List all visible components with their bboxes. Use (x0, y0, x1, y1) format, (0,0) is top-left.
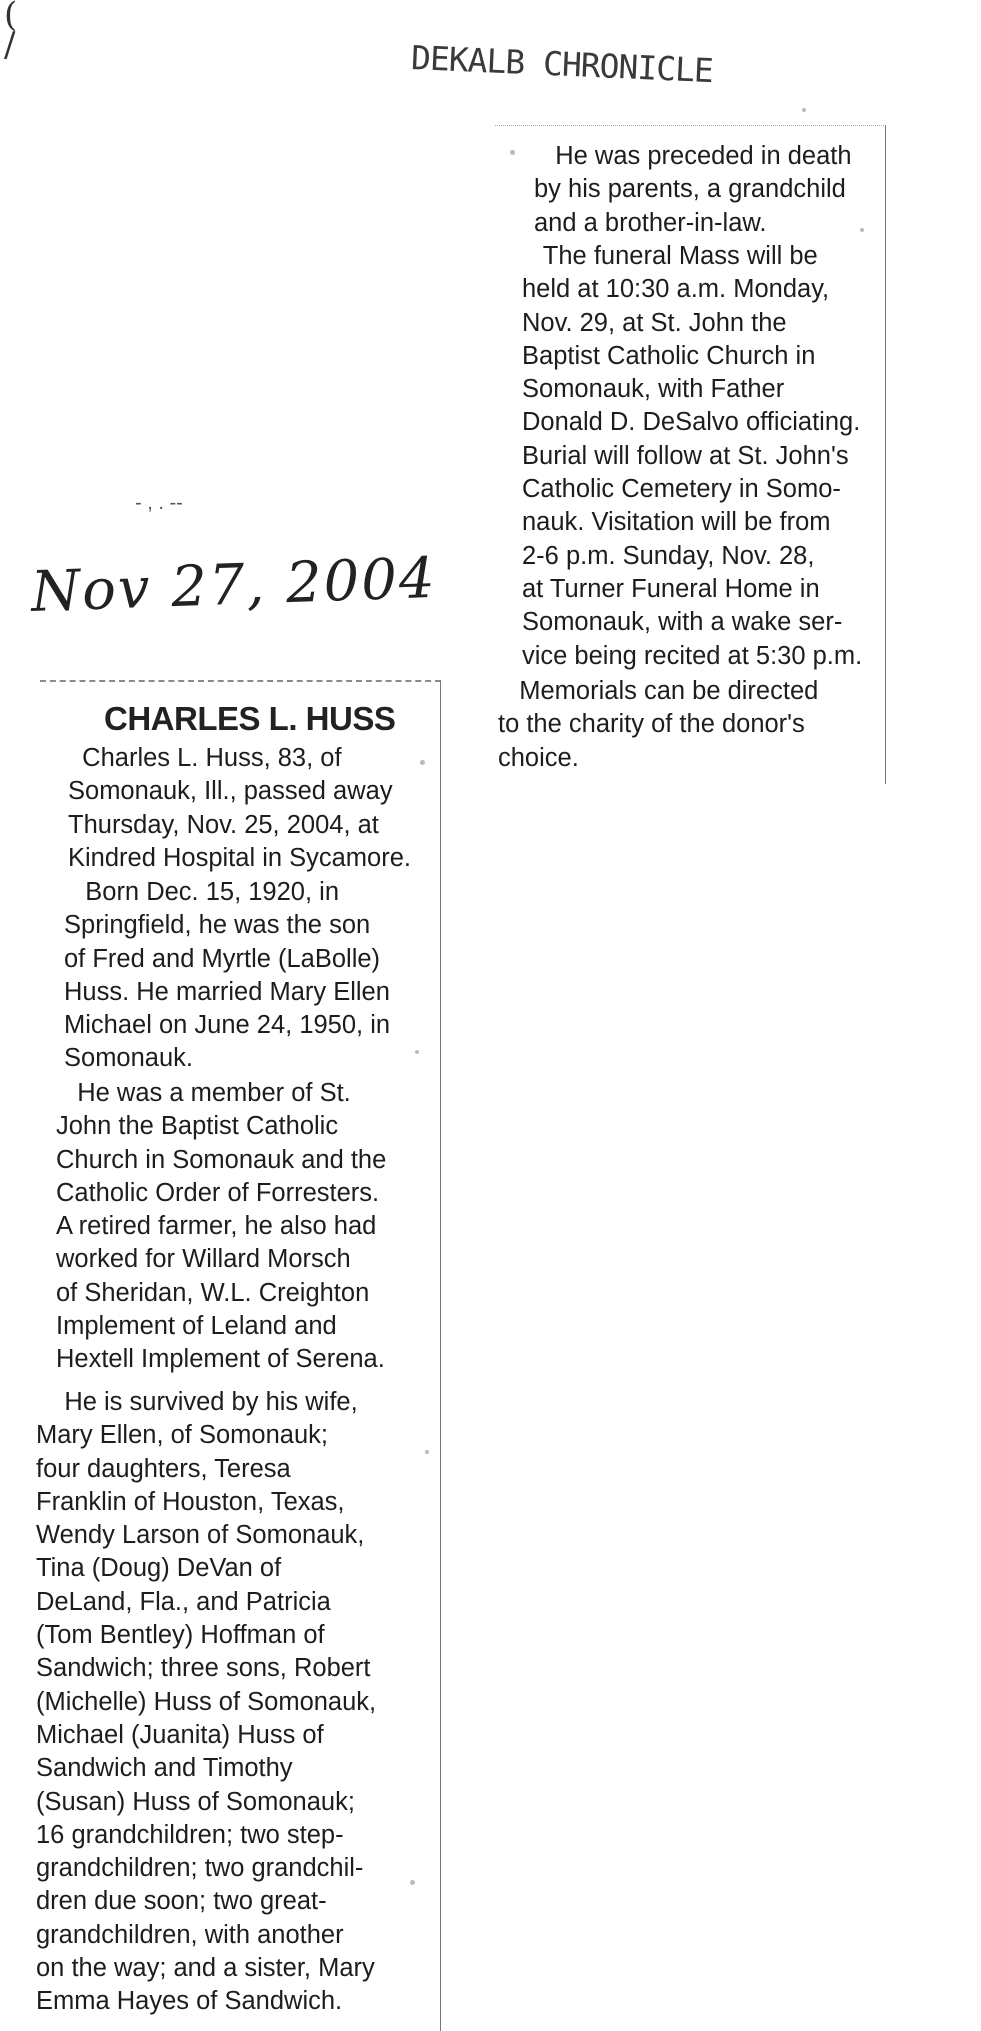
scan-speck (415, 1050, 419, 1054)
obituary-paragraph-memorials: Memorials can be directed to the charity of the donor's choice. (498, 677, 819, 772)
scan-speck (425, 1450, 429, 1454)
handwritten-date: Nov 27, 2004 (30, 545, 438, 625)
newspaper-masthead: DEKALB CHRONICLE (410, 38, 714, 91)
obituary-paragraph-death: Charles L. Huss, 83, of Somonauk, Ill., passed away Thursday, Nov. 25, 2004, at Kindred Hospital in Sycamore. (68, 744, 411, 872)
obituary-paragraph-survivors: He is survived by his wife, Mary Ellen, of Somonauk; four daughters, Teresa Franklin of Houston, Texas, Wendy Larson of Somonauk, Tina (Doug) DeVan of DeLand, Fla., and Patricia (Tom Bentley) Hoffman of Sandwich; three sons, Robert (Michelle) Huss of Somonauk, Michael (Juanita) Huss of Sandwich and Timothy (Susan) Huss of Somonauk; 16 grandchildren; two step- grandchildren; two grandchil- dren due soon; two great- grandchildren, with another on the way; and a sister, Mary Emma Hayes of Sandwich. (36, 1388, 377, 2016)
obituary-paragraph-funeral: The funeral Mass will be held at 10:30 a.m. Monday, Nov. 29, at St. John the Baptist Catholic Church in Somonauk, with Father Donald D. DeSalvo officiating. Burial will follow at St. John's Catholic Cemetery in Somo- nauk. Visitation will be from 2-6 p.m. Sunday, Nov. 28, at Turner Funeral Home in Somonauk, with a wake ser- vice being recited at 5:30 p.m. (522, 242, 863, 670)
obituary-paragraph-birth: Born Dec. 15, 1920, in Springfield, he was the son of Fred and Myrtle (LaBolle) Huss. He married Mary Ellen Michael on June 24, 1950, in Somonauk. (64, 878, 391, 1073)
stray-marks: - , . -- (135, 492, 183, 514)
corner-pen-mark: ( / (4, 0, 18, 65)
scan-speck (510, 150, 515, 155)
scan-speck (860, 228, 864, 232)
scan-speck (410, 1880, 415, 1885)
scan-speck (802, 108, 806, 112)
obituary-headline: CHARLES L. HUSS (104, 700, 396, 737)
obituary-paragraph-preceded: He was preceded in death by his parents, a grandchild and a brother-in-law. (534, 142, 852, 237)
obituary-paragraph-career: He was a member of St. John the Baptist Catholic Church in Somonauk and the Catholic Order of Forresters. A retired farmer, he also had worked for Willard Morsch of Sheridan, W.L. Creighton Implement of Leland and Hextell Implement of Serena. (56, 1079, 387, 1374)
scan-speck (420, 760, 425, 765)
